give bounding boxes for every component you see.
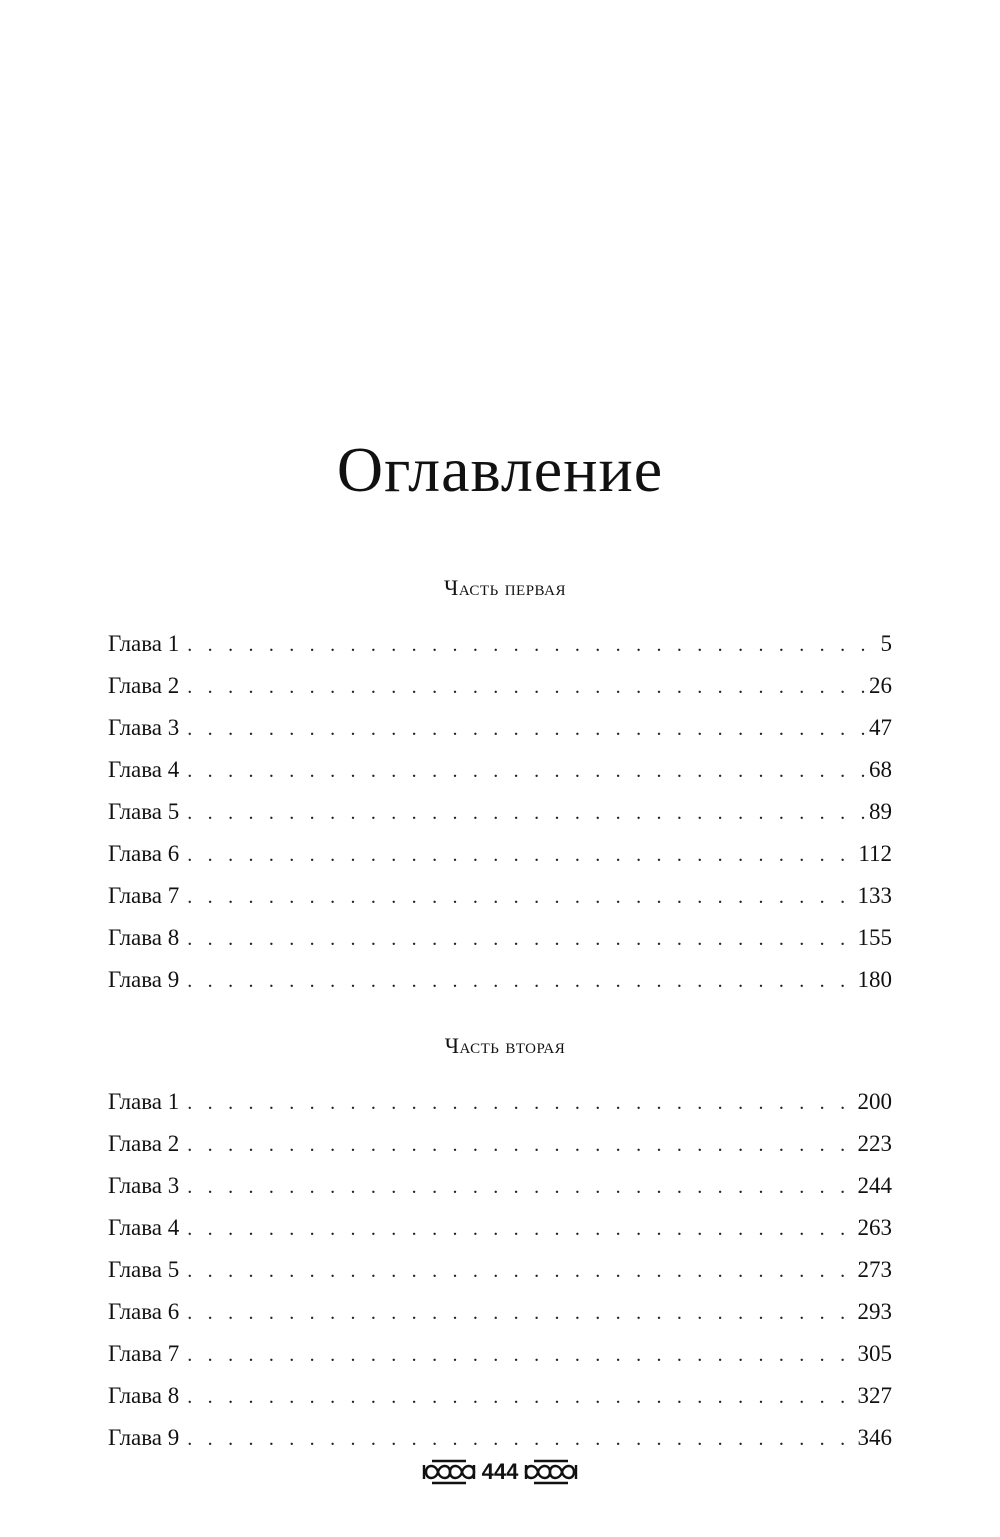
dot-leader (187, 708, 865, 750)
page-number: 223 (857, 1131, 892, 1156)
toc-entry[interactable] (108, 1249, 892, 1291)
toc-entry[interactable] (108, 791, 892, 833)
dot-leader (187, 1376, 853, 1418)
chapter-label: Глава 4 (108, 757, 180, 782)
toc-entry[interactable] (108, 1165, 892, 1207)
chapter-label: Глава 2 (108, 1131, 180, 1156)
dot-leader (187, 960, 853, 1002)
knot-ornament-icon (522, 1455, 580, 1489)
chapter-label: Глава 5 (108, 799, 180, 824)
toc-entry[interactable] (108, 1081, 892, 1123)
toc-entry[interactable] (108, 917, 892, 959)
page-number: 180 (857, 967, 892, 992)
dot-leader (187, 1082, 853, 1124)
page-number: 68 (869, 757, 892, 782)
page-number: 47 (869, 715, 892, 740)
page-number: 273 (857, 1257, 892, 1282)
page-title: Оглавление (336, 434, 664, 505)
toc-entry[interactable] (108, 1291, 892, 1333)
knot-ornament-icon (420, 1455, 478, 1489)
dot-leader (187, 792, 865, 834)
chapter-label: Глава 8 (108, 1383, 180, 1408)
page-number: 263 (857, 1215, 892, 1240)
toc-list-part-2 (108, 1081, 892, 1459)
toc-entry[interactable] (108, 875, 892, 917)
dot-leader (187, 1250, 853, 1292)
chapter-label: Глава 3 (108, 715, 180, 740)
toc-entry[interactable] (108, 1207, 892, 1249)
toc-entry[interactable] (108, 1375, 892, 1417)
dot-leader (187, 666, 865, 708)
folio-page-number: 444 (481, 1459, 519, 1484)
dot-leader (187, 1208, 853, 1250)
chapter-label: Глава 2 (108, 673, 180, 698)
page-number: 155 (857, 925, 892, 950)
page-number: 200 (857, 1089, 892, 1114)
page-number: 5 (880, 631, 892, 656)
chapter-label: Глава 8 (108, 925, 180, 950)
part-heading-2: Часть вторая (444, 1033, 566, 1058)
chapter-label: Глава 7 (108, 1341, 180, 1366)
page-number: 327 (857, 1383, 892, 1408)
chapter-label: Глава 6 (108, 841, 180, 866)
chapter-label: Глава 5 (108, 1257, 180, 1282)
page-number: 89 (869, 799, 892, 824)
toc-entry[interactable] (108, 665, 892, 707)
dot-leader (187, 1292, 853, 1334)
dot-leader (187, 624, 876, 666)
dot-leader (187, 876, 853, 918)
chapter-label: Глава 9 (108, 1425, 180, 1450)
dot-leader (187, 834, 854, 876)
page-number: 305 (857, 1341, 892, 1366)
toc-entry[interactable] (108, 959, 892, 1001)
dot-leader (187, 1334, 853, 1376)
page-number: 26 (869, 673, 892, 698)
chapter-label: Глава 9 (108, 967, 180, 992)
chapter-label: Глава 4 (108, 1215, 180, 1240)
dot-leader (187, 1166, 853, 1208)
chapter-label: Глава 6 (108, 1299, 180, 1324)
chapter-label: Глава 3 (108, 1173, 180, 1198)
chapter-label: Глава 1 (108, 631, 180, 656)
page-folio (0, 1452, 1000, 1492)
toc-entry[interactable] (108, 707, 892, 749)
page-number: 112 (858, 841, 892, 866)
toc-entry[interactable] (108, 833, 892, 875)
page-number: 293 (857, 1299, 892, 1324)
toc-entry[interactable] (108, 749, 892, 791)
dot-leader (187, 750, 865, 792)
page-number: 244 (857, 1173, 892, 1198)
page-number: 133 (857, 883, 892, 908)
part-heading-1: Часть первая (444, 575, 566, 600)
chapter-label: Глава 1 (108, 1089, 180, 1114)
toc-list-part-1 (108, 623, 892, 1001)
dot-leader (187, 1124, 853, 1166)
chapter-label: Глава 7 (108, 883, 180, 908)
page-number: 346 (857, 1425, 892, 1450)
dot-leader (187, 918, 853, 960)
toc-entry[interactable] (108, 1333, 892, 1375)
toc-entry[interactable] (108, 1123, 892, 1165)
toc-entry[interactable] (108, 623, 892, 665)
